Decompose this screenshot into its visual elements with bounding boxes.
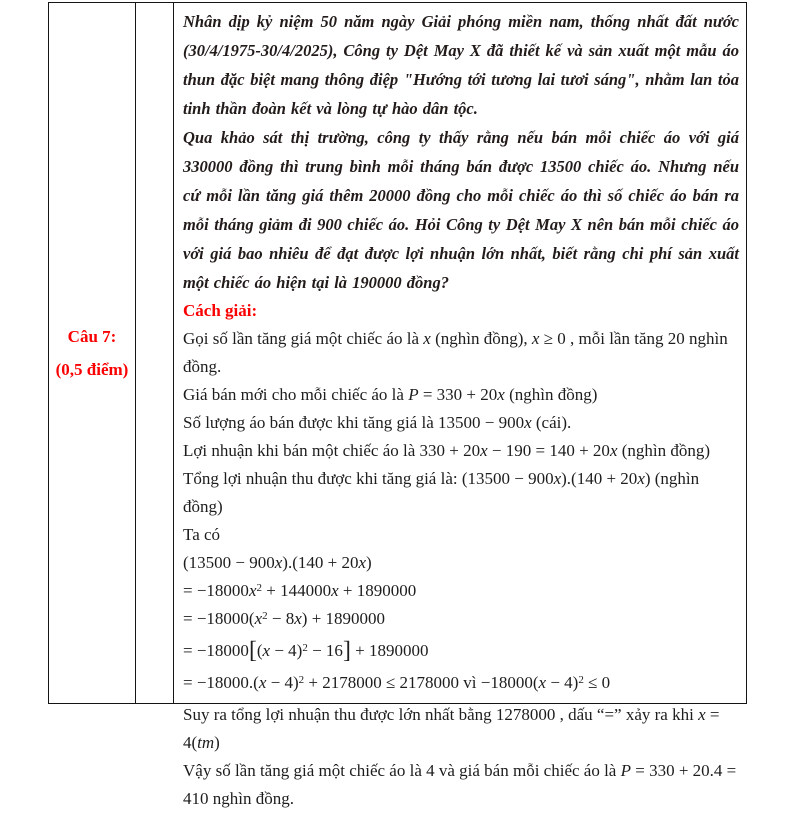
solution-lines — [183, 325, 739, 813]
content-cell-inner — [174, 3, 746, 808]
solution-line: Giá bán mới cho mỗi chiếc áo là P = 330 + 20x (nghìn đồng) — [183, 385, 598, 404]
problem-paragraph-2: Qua khảo sát thị trường, công ty thấy rằng nếu bán mỗi chiếc áo với giá 330000 đồng thì trung bình mỗi tháng bán được 13500 chiếc áo. Nhưng nếu cứ mỗi lần tăng giá thêm 20000 đồng cho mỗi chiếc áo thì số chiếc áo bán ra mỗi tháng giảm đi 900 chiếc áo. Hỏi Công ty Dệt May X nên bán mỗi chiếc áo với giá bao nhiêu để đạt được lợi nhuận lớn nhất, biết rằng chi phí sản xuất một chiếc áo hiện tại là 190000 đồng? — [183, 128, 739, 292]
solution-table — [48, 2, 747, 808]
page — [0, 2, 793, 808]
solution-line: Gọi số lần tăng giá một chiếc áo là x (nghìn đồng), x ≥ 0 , mỗi lần tăng 20 nghìn đồng. — [183, 329, 728, 376]
solution-heading: Cách giải: — [183, 301, 258, 320]
solution-line: Ta có — [183, 525, 221, 544]
question-number: Câu 7: — [67, 326, 117, 346]
solution-line: = $-18000(x^2 - 8x) + 1890000$ — [183, 609, 386, 628]
solution-line: = $-18000.(x - 4)^2 + 2178000 \le 2178000$ vì $-18000(x - 4)^2 \le 0$ — [183, 673, 611, 692]
content-cell — [174, 3, 747, 808]
solution-line: Lợi nhuận khi bán một chiếc áo là 330 + 20x − 190 = 140 + 20x (nghìn đồng) — [183, 441, 711, 460]
solution-line: Suy ra tổng lợi nhuận thu được lớn nhất bằng 1278000 , dấu “=” xảy ra khi x = 4(tm) — [183, 705, 720, 752]
problem-paragraph-1: Nhân dịp kỷ niệm 50 năm ngày Giải phóng miền nam, thống nhất đất nước (30/4/1975-30/4/2025), Công ty Dệt May X đã thiết kế và sản xuất một mẫu áo thun đặc biệt mang thông điệp "Hướng tới tương lai tươi sáng", nhằm lan tỏa tinh thần đoàn kết và lòng tự hào dân tộc. — [183, 12, 739, 118]
solution-line: = $-18000x^2 + 144000x + 1890000$ — [183, 581, 417, 600]
question-points: (0,5 điểm) — [55, 359, 129, 379]
solution-line: Tổng lợi nhuận thu được khi tăng giá là: (13500 − 900x).(140 + 20x) (nghìn đồng) — [183, 469, 700, 516]
solution-line: = $-18000[(x - 4)^2 - 16] + 1890000$ — [183, 637, 429, 664]
spacer-cell — [136, 3, 174, 704]
solution-line: Số lượng áo bán được khi tăng giá là 13500 − 900x (cái). — [183, 413, 572, 432]
question-label-cell — [49, 3, 136, 704]
solution-line: Vậy số lần tăng giá một chiếc áo là 4 và giá bán mỗi chiếc áo là P = 330 + 20.4 = 410 nghìn đồng. — [183, 761, 737, 808]
table-row — [49, 3, 747, 704]
solution-line: (13500 − 900x).(140 + 20x) — [183, 553, 372, 572]
